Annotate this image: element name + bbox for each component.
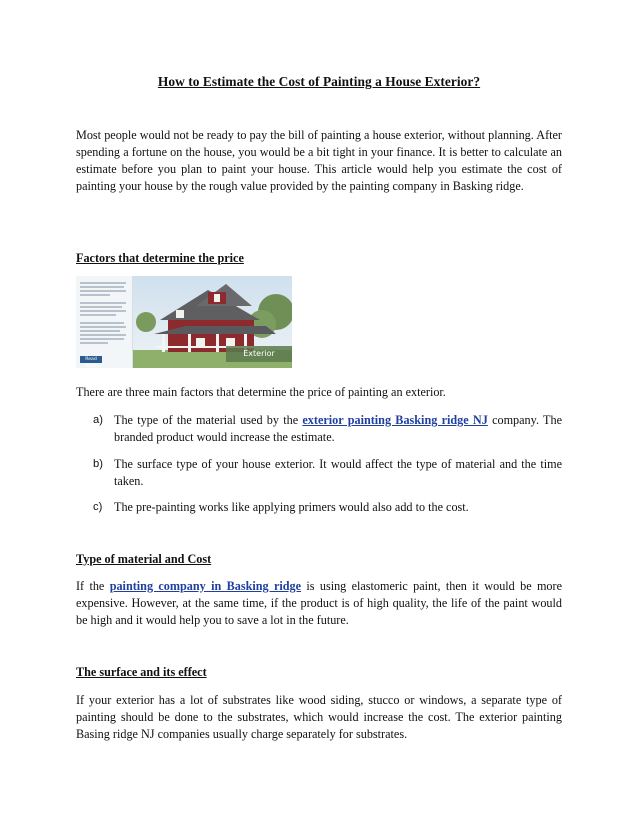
list-item: [93, 499, 562, 516]
painting-company-link[interactable]: painting company in Basking ridge: [109, 579, 302, 593]
paragraph-text: is using elastomeric paint, then it would be more expensive. However, at the same time, if the product is of high quality, the life of the paint would be high and it would help you to save a lot in the future.: [76, 579, 562, 627]
list-marker: a): [93, 414, 103, 426]
list-marker: b): [93, 458, 103, 470]
list-text: The type of the material used by the: [114, 413, 303, 427]
exterior-tag: Exterior: [226, 346, 292, 362]
page-title: How to Estimate the Cost of Painting a House Exterior?: [157, 74, 481, 89]
list-item: [93, 412, 562, 446]
surface-paragraph: If your exterior has a lot of substrates like wood siding, stucco or windows, a separate type of painting should be done to the substrates, which would increase the cost. The exterior painting Basing ridge NJ companies usually charge separately for substrates.: [76, 693, 562, 741]
section-heading-surface: The surface and its effect: [76, 665, 207, 679]
section-heading-material: Type of material and Cost: [76, 552, 212, 566]
read-more-button[interactable]: Read More: [80, 356, 102, 363]
paragraph-text: If the: [76, 579, 110, 593]
material-paragraph: [76, 578, 562, 629]
image-text-panel: [76, 276, 133, 368]
intro-paragraph: Most people would not be ready to pay the bill of painting a house exterior, without planning. After spending a fortune on the house, you would be a bit tight in your finance. It is better to calculate an estimate before you plan to paint your house. This article would help you estimate the cost of painting your house by the rough value provided by the painting company in Basking ridge.: [76, 128, 562, 193]
list-marker: c): [93, 501, 103, 513]
list-item: [93, 456, 562, 490]
factors-lead: There are three main factors that determine the price of painting an exterior.: [76, 385, 446, 399]
section-heading-factors: Factors that determine the price: [76, 251, 244, 265]
exterior-painting-link[interactable]: exterior painting Basking ridge NJ: [302, 413, 488, 427]
list-text: company. The branded product would increase the estimate.: [114, 413, 562, 444]
list-text: The pre-painting works like applying primers would also add to the cost.: [114, 500, 469, 514]
list-text: The surface type of your house exterior. It would affect the type of material and the time taken.: [114, 457, 562, 488]
exterior-house-image: [76, 276, 292, 368]
